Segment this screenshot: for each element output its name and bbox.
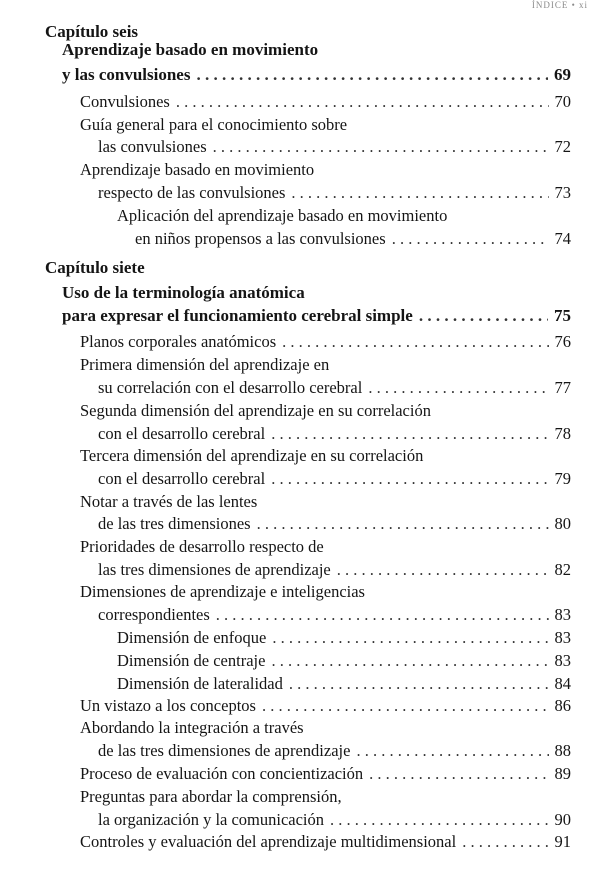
toc-entry[interactable]: de las tres dimensiones de aprendizaje . . . 88 xyxy=(98,739,571,763)
leader-dots xyxy=(271,649,548,673)
running-head: ÍNDICE • xi xyxy=(531,0,588,10)
toc-entry-line1: Prioridades de desarrollo respecto de xyxy=(80,537,324,556)
chapter-seven-title-entry[interactable]: para expresar el funcionamiento cerebral simple . . . 75 xyxy=(62,304,571,328)
toc-entry[interactable]: en niños propensos a las convulsiones . . . 74 xyxy=(135,227,571,251)
leader-dots xyxy=(272,626,548,650)
page-number: 76 xyxy=(554,332,571,351)
toc-entry[interactable]: Controles y evaluación del aprendizaje multidimensional . . . 91 xyxy=(80,830,571,854)
page-number: 74 xyxy=(554,229,571,248)
leader-dots xyxy=(271,422,548,446)
page-number: 70 xyxy=(554,92,571,111)
toc-entry-line1: Segunda dimensión del aprendizaje en su correlación xyxy=(80,401,431,420)
leader-dots xyxy=(176,90,549,114)
toc-entry[interactable]: la organización y la comunicación . . . 90 xyxy=(98,808,571,832)
toc-entry-line1: Dimensiones de aprendizaje e inteligencias xyxy=(80,582,365,601)
leader-dots xyxy=(419,304,548,328)
toc-entry-line1: Notar a través de las lentes xyxy=(80,492,258,511)
leader-dots xyxy=(262,694,549,718)
page-number: 86 xyxy=(554,696,571,715)
toc-entry[interactable]: Proceso de evaluación con concientización . . . 89 xyxy=(80,762,571,786)
leader-dots xyxy=(392,227,549,251)
page-number: 83 xyxy=(554,605,571,624)
page-number: 69 xyxy=(554,65,571,84)
leader-dots xyxy=(291,181,548,205)
page-number: 75 xyxy=(554,306,571,325)
leader-dots xyxy=(213,135,549,159)
toc-entry[interactable]: las convulsiones . . . 72 xyxy=(98,135,571,159)
page-number: 84 xyxy=(554,674,571,693)
leader-dots xyxy=(282,330,548,354)
toc-entry-line1: Preguntas para abordar la comprensión, xyxy=(80,787,342,806)
leader-dots xyxy=(257,512,549,536)
page-number: 80 xyxy=(554,514,571,533)
leader-dots xyxy=(216,603,549,627)
page-number: 89 xyxy=(554,764,571,783)
page-number: 83 xyxy=(554,651,571,670)
toc-entry[interactable]: Dimensión de lateralidad . . . 84 xyxy=(117,672,571,696)
toc-entry-line1: Aprendizaje basado en movimiento xyxy=(80,160,315,179)
toc-entry[interactable]: su correlación con el desarrollo cerebral . . . 77 xyxy=(98,376,571,400)
leader-dots xyxy=(271,467,548,491)
toc-entry[interactable]: Un vistazo a los conceptos . . . 86 xyxy=(80,694,571,718)
toc-entry[interactable]: con el desarrollo cerebral . . . 79 xyxy=(98,467,571,491)
toc-entry[interactable]: de las tres dimensiones . . . 80 xyxy=(98,512,571,536)
page-number: 78 xyxy=(554,424,571,443)
leader-dots xyxy=(196,63,548,87)
chapter-six-title-line1: Aprendizaje basado en movimiento xyxy=(62,40,319,59)
leader-dots xyxy=(462,830,548,854)
leader-dots xyxy=(337,558,549,582)
toc-entry-line1: Tercera dimensión del aprendizaje en su correlación xyxy=(80,446,424,465)
chapter-seven-title-line1: Uso de la terminología anatómica xyxy=(62,283,305,302)
toc-entry-line1: Abordando la integración a través xyxy=(80,718,304,737)
page-number: 77 xyxy=(554,378,571,397)
page-number: 91 xyxy=(554,832,571,851)
page-number: 73 xyxy=(554,183,571,202)
chapter-six-label: Capítulo seis xyxy=(45,22,139,41)
page-number: 72 xyxy=(554,137,571,156)
page-number: 90 xyxy=(554,810,571,829)
toc-entry[interactable]: Dimensión de centraje . . . 83 xyxy=(117,649,571,673)
toc-entry[interactable]: correspondientes . . . 83 xyxy=(98,603,571,627)
page-number: 88 xyxy=(554,741,571,760)
chapter-six-title-entry[interactable]: y las convulsiones . . . 69 xyxy=(62,63,571,87)
toc-entry[interactable]: Convulsiones . . . 70 xyxy=(80,90,571,114)
toc-entry-line1: Primera dimensión del aprendizaje en xyxy=(80,355,330,374)
leader-dots xyxy=(356,739,548,763)
toc-entry[interactable]: respecto de las convulsiones . . . 73 xyxy=(98,181,571,205)
chapter-seven-label: Capítulo siete xyxy=(45,258,145,277)
leader-dots xyxy=(289,672,549,696)
toc-entry-line1: Guía general para el conocimiento sobre xyxy=(80,115,348,134)
page-number: 83 xyxy=(554,628,571,647)
page-number: 79 xyxy=(554,469,571,488)
leader-dots xyxy=(368,376,548,400)
leader-dots xyxy=(369,762,548,786)
toc-entry[interactable]: con el desarrollo cerebral . . . 78 xyxy=(98,422,571,446)
toc-entry[interactable]: las tres dimensiones de aprendizaje . . . 82 xyxy=(98,558,571,582)
toc-entry[interactable]: Dimensión de enfoque . . . 83 xyxy=(117,626,571,650)
leader-dots xyxy=(330,808,548,832)
toc-entry-line1: Aplicación del aprendizaje basado en movimiento xyxy=(117,206,448,225)
page-number: 82 xyxy=(554,560,571,579)
toc-entry[interactable]: Planos corporales anatómicos . . . 76 xyxy=(80,330,571,354)
